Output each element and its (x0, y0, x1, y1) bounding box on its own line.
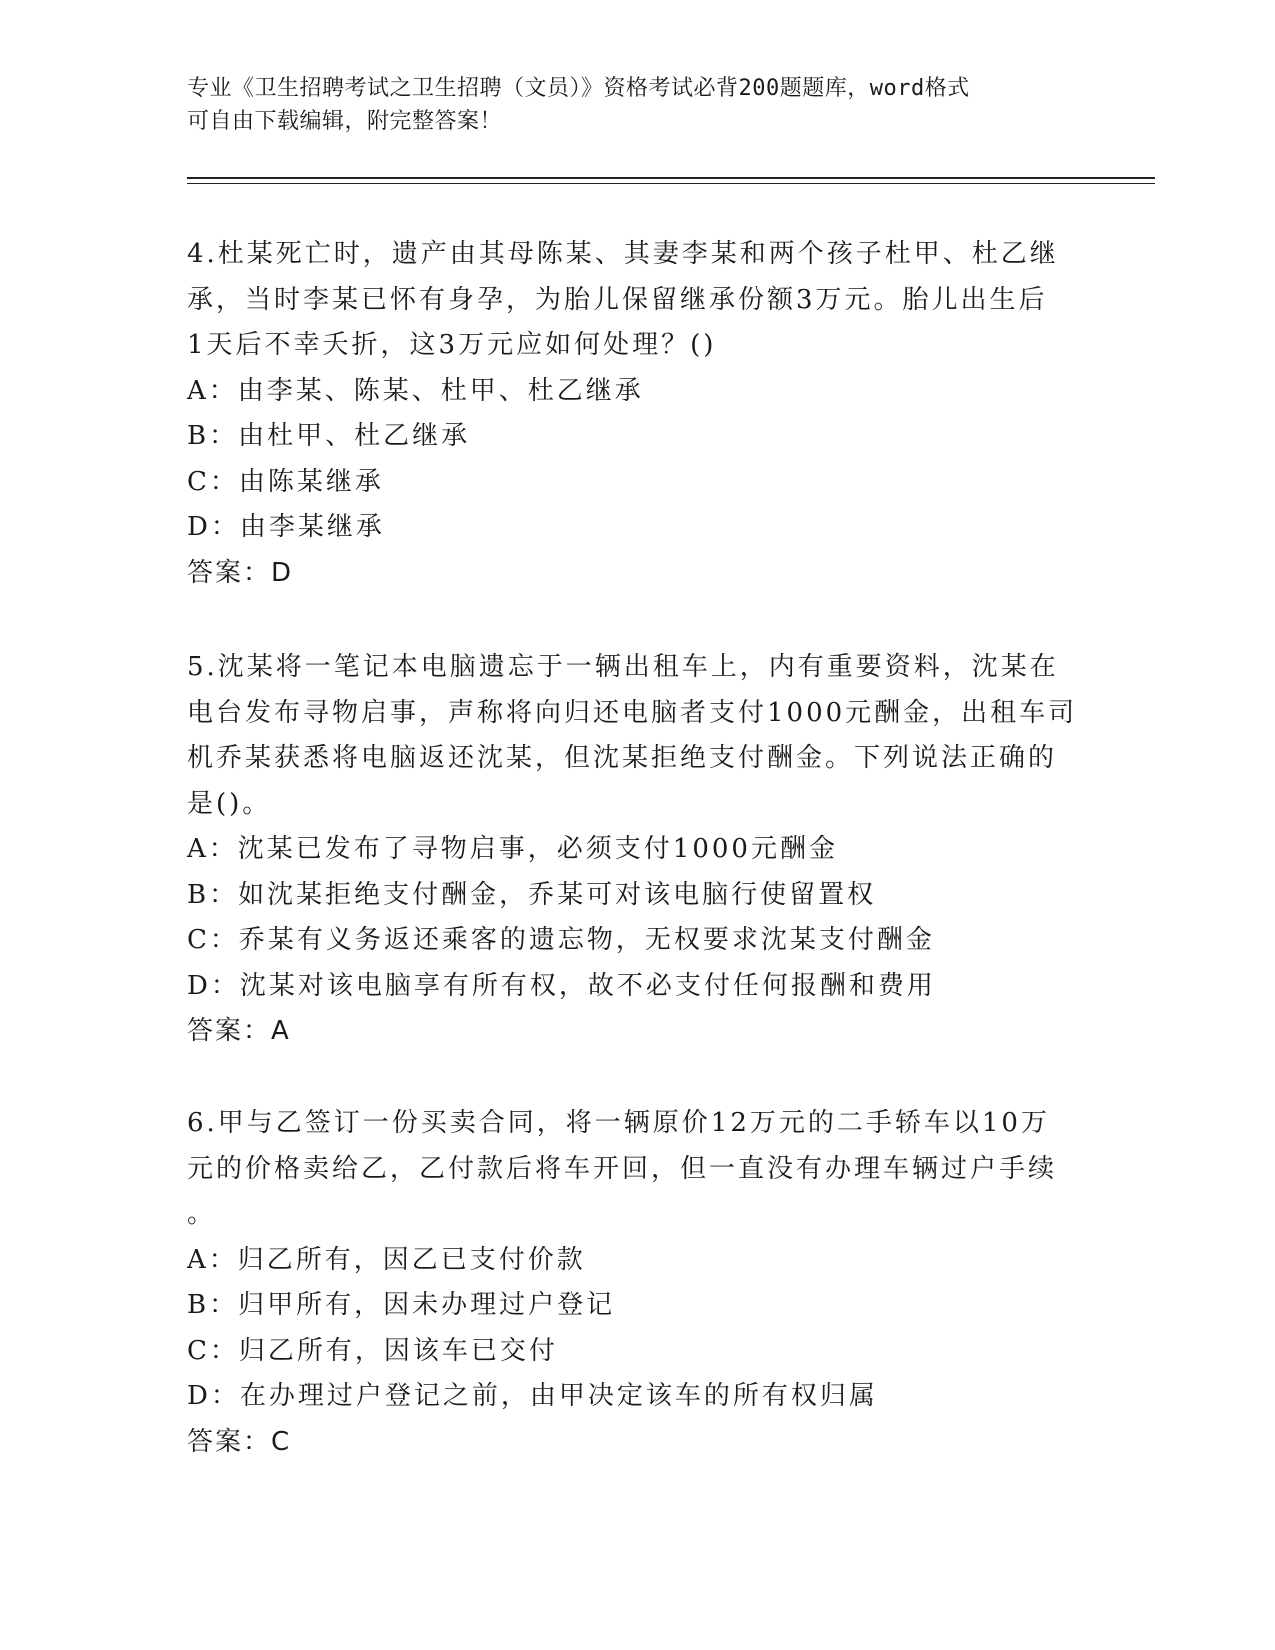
answer-line: 答案：C (187, 1426, 292, 1457)
option-b: B：如沈某拒绝支付酬金，乔某可对该电脑行使留置权 (187, 879, 877, 910)
option-c: C：由陈某继承 (187, 466, 384, 497)
answer-line: 答案：D (187, 557, 294, 588)
option-d: D：由李某继承 (187, 512, 385, 542)
question-stem-line: 4.杜某死亡时，遗产由其母陈某、其妻李某和两个孩子杜甲、杜乙继 (187, 239, 1059, 269)
option-c: C：归乙所有，因该车已交付 (187, 1335, 558, 1366)
question-stem-line: 。 (187, 1199, 217, 1229)
question-stem-line: 5.沈某将一笔记本电脑遗忘于一辆出租车上，内有重要资料，沈某在 (187, 652, 1059, 682)
question-5 (187, 645, 1087, 1055)
option-b: B：由杜甲、杜乙继承 (187, 421, 471, 451)
header-divider-thick (187, 177, 1155, 179)
option-c: C：乔某有义务返还乘客的遗忘物，无权要求沈某支付酬金 (187, 925, 935, 955)
header-title-line-1: 专业《卫生招聘考试之卫生招聘（文员）》资格考试必背200题题库，word格式 (187, 76, 970, 101)
question-stem-line: 1天后不幸夭折，这3万元应如何处理？() (187, 330, 717, 360)
question-stem-line: 承，当时李某已怀有身孕，为胎儿保留继承份额3万元。胎儿出生后 (187, 284, 1048, 315)
document-header (187, 72, 1067, 138)
option-d: D：在办理过户登记之前，由甲决定该车的所有权归属 (187, 1381, 878, 1411)
answer-line: 答案：A (187, 1016, 291, 1046)
header-divider-thin (187, 183, 1155, 184)
option-a: A：归乙所有，因乙已支付价款 (187, 1244, 586, 1275)
question-stem-line: 机乔某获悉将电脑返还沈某，但沈某拒绝支付酬金。下列说法正确的 (187, 743, 1058, 773)
question-6 (187, 1101, 1087, 1465)
option-a: A：沈某已发布了寻物启事，必须支付1000元酬金 (187, 834, 838, 864)
header-title-line-2: 可自由下载编辑，附完整答案！ (187, 109, 503, 134)
option-d: D：沈某对该电脑享有所有权，故不必支付任何报酬和费用 (187, 970, 936, 1001)
question-stem-line: 6.甲与乙签订一份买卖合同，将一辆原价12万元的二手轿车以10万 (187, 1108, 1050, 1138)
option-b: B：归甲所有，因未办理过户登记 (187, 1290, 616, 1320)
option-a: A：由李某、陈某、杜甲、杜乙继承 (187, 375, 644, 406)
question-stem-line: 元的价格卖给乙，乙付款后将车开回，但一直没有办理车辆过户手续 (187, 1153, 1058, 1184)
question-stem-line: 是()。 (187, 788, 272, 819)
question-stem-line: 电台发布寻物启事，声称将向归还电脑者支付1000元酬金，出租车司 (187, 697, 1078, 728)
question-4 (187, 232, 1087, 596)
